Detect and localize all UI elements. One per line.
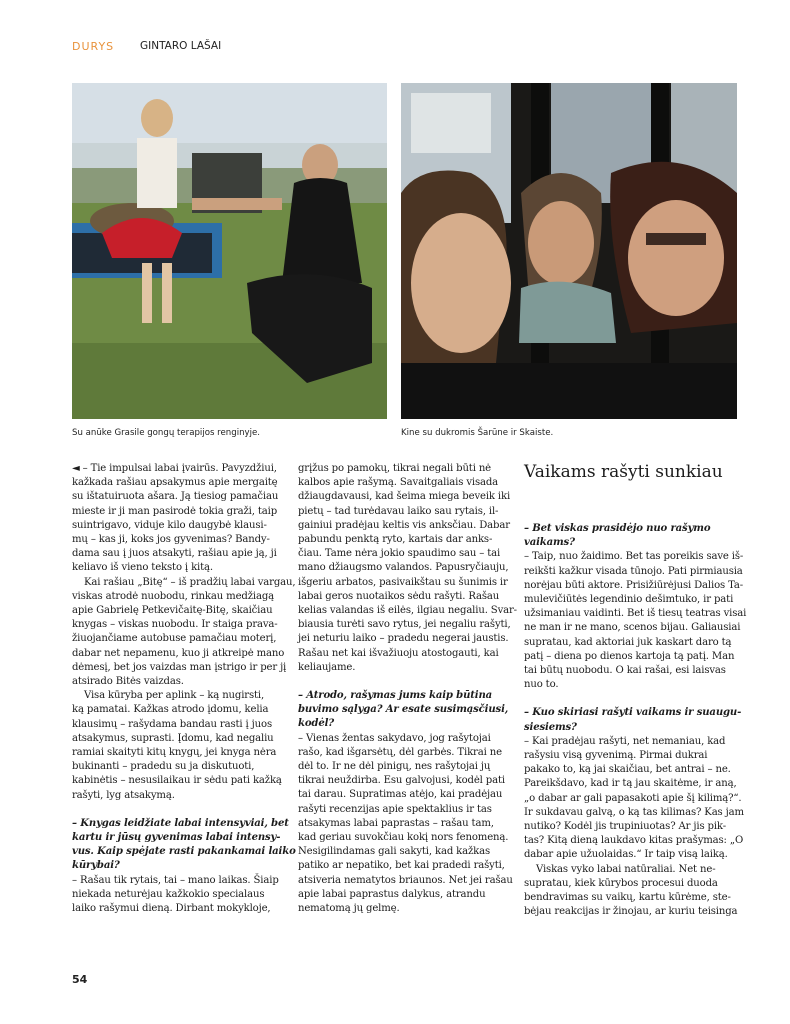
paragraph-line: Rašau net kai išvažiuoju atostogauti, kai bbox=[298, 647, 499, 659]
paragraph-line: jei neturiu laiko – pradedu negerai jaustis. bbox=[298, 633, 509, 645]
paragraph-line: Pareikšdavo, kad ir tą jau skaitėme, ir aną, bbox=[524, 778, 737, 790]
paragraph-line: labai geros nuotaikos sėdu rašyti. Rašau bbox=[298, 590, 500, 602]
paragraph-line: Nesigilindamas gali sakyti, kad kažkas bbox=[298, 846, 491, 858]
page-number: 54 bbox=[72, 973, 88, 986]
paragraph-line: ką pamatai. Kažkas atrodo įdomu, kelia bbox=[72, 704, 269, 716]
paragraph-line: biausia turėti savo rytus, jei negaliu rašyti, bbox=[298, 619, 511, 631]
paragraph-line: dėmesį, bet jos vaizdas man įstrigo ir per jį bbox=[72, 661, 287, 673]
paragraph-line: patį – diena po dienos kartoja tą patį. Man bbox=[524, 650, 735, 662]
paragraph-line: ne man ir ne mano, scenos bijau. Galiausiai bbox=[524, 622, 741, 634]
paragraph-line: Visa kūryba per aplink – ką nugirsti, bbox=[84, 690, 265, 702]
paragraph-line: pietų – tad turėdavau laiko sau rytais, il- bbox=[298, 505, 499, 517]
paragraph-line: džiaugdavausi, kad šeima miega beveik iki bbox=[298, 491, 511, 503]
paragraph-line: užsimaniau vaidinti. Bet iš tiesų teatras visai bbox=[524, 608, 747, 620]
paragraph-line: bukinanti – pradedu su ja diskutuoti, bbox=[72, 761, 255, 773]
paragraph-line: Viskas vyko labai natūraliai. Net ne- bbox=[536, 863, 716, 875]
paragraph-line: pakako to, ką jai skaičiau, bet antrai – ne. bbox=[524, 764, 731, 776]
paragraph-line: Ir sukdavau galvą, o ką tas kilimas? Kas jam bbox=[524, 806, 744, 818]
paragraph-line: supratau, kiek kūrybos procesui duoda bbox=[524, 877, 718, 889]
paragraph-line: tai darau. Supratimas atėjo, kai pradėjau bbox=[298, 789, 503, 801]
interview-question-line: kartu ir jūsų gyvenimas labai intensy- bbox=[72, 832, 281, 844]
paragraph-line: – Taip, nuo žaidimo. Bet tas poreikis save iš- bbox=[524, 551, 744, 563]
paragraph-line: ◄ – Tie impulsai labai įvairūs. Pavyzdžiui, bbox=[72, 463, 277, 474]
paragraph-line: mulevičiūtės legendinio dešimtuko, ir pati bbox=[524, 594, 734, 606]
paragraph-line: supratau, kad aktoriai juk kaskart daro tą bbox=[524, 636, 732, 648]
paragraph-line: atsirado Bitės vaizdas. bbox=[72, 676, 184, 688]
paragraph-line: viskas atrodė nuobodu, rinkau medžiagą bbox=[72, 590, 274, 602]
paragraph-line: dabar net nepamenu, kuo ji atkreipė mano bbox=[72, 647, 285, 659]
text-column-3 bbox=[524, 462, 747, 919]
interview-question-line: – Knygas leidžiate labai intensyviai, bet bbox=[72, 817, 289, 829]
photo-gong-therapy bbox=[72, 83, 387, 419]
paragraph-line: grįžus po pamokų, tikrai negali būti nė bbox=[298, 463, 492, 474]
interview-question-line: vus. Kaip spėjate rasti pakankamai laiko bbox=[72, 846, 296, 858]
paragraph-line: laiko rašymui dieną. Dirbant mokykloje, bbox=[72, 903, 271, 915]
paragraph-line: Kai rašiau „Bitę“ – iš pradžių labai vargau, bbox=[84, 576, 296, 588]
paragraph-line: kažkada rašiau apsakymus apie mergaitę bbox=[72, 477, 278, 489]
paragraph-line: – Rašau tik rytais, tai – mano laikas. Šiaip bbox=[72, 874, 279, 886]
paragraph-line: apie labai paprastus dalykus, atrandu bbox=[298, 888, 486, 900]
paragraph-line: „o dabar ar gali papasakoti apie šį kilimą?“. bbox=[524, 792, 742, 804]
paragraph-line: dėl to. Ir ne dėl pinigų, nes rašytojai jų bbox=[298, 761, 491, 773]
paragraph-line: ramiai skaityti kitų knygų, jei knyga nėra bbox=[72, 747, 277, 759]
paragraph-line: tikrai neuždirba. Esu galvojusi, kodėl pati bbox=[298, 775, 505, 787]
interview-question-line: – Atrodo, rašymas jums kaip būtina bbox=[298, 690, 493, 702]
paragraph-line: klausimų – rašydama bandau rasti į juos bbox=[72, 718, 272, 730]
text-column-1 bbox=[72, 462, 296, 916]
article-author: GINTARO LAŠAI bbox=[140, 40, 222, 52]
paragraph-line: suintrigavo, viduje kilo daugybė klausi- bbox=[72, 519, 267, 531]
paragraph-line: dama sau į juos atsakyti, rašiau apie ją, ji bbox=[72, 548, 277, 560]
paragraph-line: dabar apie užuolaidas.“ Ir taip visą laiką. bbox=[524, 849, 728, 861]
paragraph-line: knygas – viskas nuobodu. Ir staiga prava- bbox=[72, 619, 278, 631]
paragraph-line: mieste ir ji man pasirodė tokia graži, taip bbox=[72, 505, 278, 517]
paragraph-line: rašysiu visą gyvenimą. Pirmai dukrai bbox=[524, 750, 708, 762]
interview-question-line: siesiems? bbox=[524, 721, 577, 733]
paragraph-line: reikšti kažkur visada tūnojo. Pati pirmiausia bbox=[524, 565, 743, 577]
interview-question-line: – Kuo skiriasi rašyti vaikams ir suaugu- bbox=[524, 707, 742, 719]
paragraph-line: kelias valandas iš eilės, ilgiau negaliu. Svar- bbox=[298, 605, 517, 617]
paragraph-line: tai būtų nuobodu. O kai rašai, esi laisvas bbox=[524, 665, 726, 677]
paragraph-line: nuo to. bbox=[524, 679, 559, 691]
paragraph-line: rašyti, lyg atsakymą. bbox=[72, 789, 175, 801]
photo-mother-daughters bbox=[401, 83, 737, 419]
paragraph-line: patiko ar nepatiko, bet kai pradedi rašyti, bbox=[298, 860, 505, 872]
paragraph-line: – Kai pradėjau rašyti, net nemaniau, kad bbox=[524, 735, 726, 747]
paragraph-line: bėjau reakcijas ir žinojau, ar kuriu teisinga bbox=[524, 906, 738, 918]
photo-caption: Kine su dukromis Šarūne ir Skaiste. bbox=[401, 428, 554, 438]
paragraph-line: išgeriu arbatos, pasivaikštau su šunimis ir bbox=[298, 576, 508, 588]
interview-question-line: kūrybai? bbox=[72, 860, 120, 872]
paragraph-line: rašo, kad išgarsėtų, dėl garbės. Tikrai ne bbox=[298, 746, 502, 758]
interview-question-line: kodėl? bbox=[298, 718, 335, 730]
paragraph-line: atsakymas labai paprastas – rašau tam, bbox=[298, 817, 494, 829]
paragraph-line: kad geriau suvokčiau kokį nors fenomeną. bbox=[298, 832, 509, 844]
paragraph-line: rašyti recenzijas apie spektaklius ir tas bbox=[298, 803, 492, 815]
paragraph-line: atsiveria nematytos briaunos. Net jei rašau bbox=[298, 874, 513, 886]
paragraph-line: pabundu penktą ryto, kartais dar anks- bbox=[298, 534, 493, 546]
photo-caption: Su anūke Grasile gongų terapijos renginyje. bbox=[72, 428, 261, 438]
paragraph-line: niekada neturėjau kažkokio specialaus bbox=[72, 888, 265, 900]
paragraph-line: kalbos apie rašymą. Savaitgaliais visada bbox=[298, 477, 499, 489]
paragraph-line: žiuojančiame autobuse pamačiau moterį, bbox=[72, 633, 277, 645]
paragraph-line: su ištatuiruota ašara. Ją tiesiog pamačiau bbox=[72, 491, 279, 503]
interview-question-line: – Bet viskas prasidėjo nuo rašymo bbox=[524, 523, 711, 534]
paragraph-line: apie Gabrielę Petkevičaitę-Bitę, skaičiau bbox=[72, 605, 273, 617]
paragraph-line: atsakymus, suprasti. Įdomu, kad negaliu bbox=[72, 732, 274, 744]
paragraph-line: kabinėtis – nesusilaikau ir sėdu pati kažką bbox=[72, 775, 282, 787]
section-label: DURYS bbox=[72, 40, 115, 53]
paragraph-line: nutiko? Kodėl jis trupiniuotas? Ar jis pik- bbox=[524, 821, 726, 833]
paragraph-line: nematomą jų gelmę. bbox=[298, 903, 400, 915]
paragraph-line: bendravimas su vaikų, kartu kūrėme, ste- bbox=[524, 892, 731, 904]
section-heading: Vaikams rašyti sunkiau bbox=[524, 462, 723, 482]
paragraph-line: – Vienas žentas sakydavo, jog rašytojai bbox=[298, 732, 491, 744]
paragraph-line: keliavo iš vieno teksto į kitą. bbox=[72, 562, 213, 574]
interview-question-line: vaikams? bbox=[524, 537, 575, 549]
interview-question-line: buvimo sąlyga? Ar esate susimąsčiusi, bbox=[298, 704, 509, 716]
paragraph-line: norėjau būti aktore. Prisižiūrėjusi Dalios Ta- bbox=[524, 579, 744, 591]
text-column-2 bbox=[298, 462, 516, 916]
paragraph-line: čiau. Tame nėra jokio spaudimo sau – tai bbox=[298, 548, 501, 560]
paragraph-line: mų – kas ji, koks jos gyvenimas? Bandy- bbox=[72, 534, 270, 546]
paragraph-line: keliaujame. bbox=[298, 661, 356, 673]
paragraph-line: gainiui pradėjau keltis vis anksčiau. Dabar bbox=[298, 519, 510, 531]
paragraph-line: mano džiaugsmo valandos. Papusryčiauju, bbox=[298, 562, 509, 574]
paragraph-line: tas? Kitą dieną laukdavo kitas prašymas: „O bbox=[524, 835, 744, 847]
